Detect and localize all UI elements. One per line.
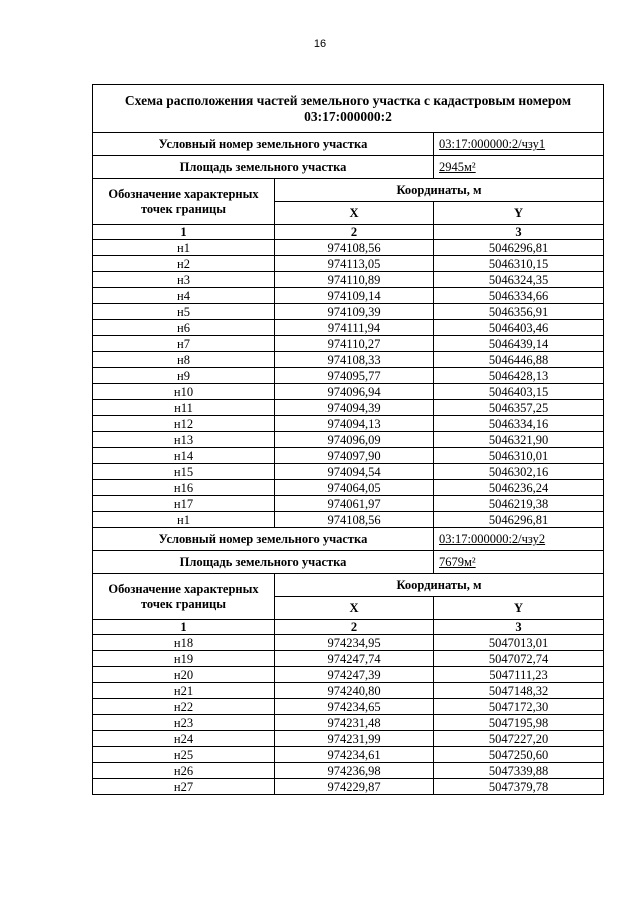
point-name-text: н15 <box>173 464 194 479</box>
point-name-text: н20 <box>173 667 194 682</box>
point-x <box>275 368 434 384</box>
point-y-text: 5046219,38 <box>488 496 549 511</box>
point-name-text: н24 <box>173 731 194 746</box>
point-y <box>434 272 604 288</box>
coordinates-header-text: Координаты, м <box>396 183 482 197</box>
point-x <box>275 635 434 651</box>
point-name <box>93 683 275 699</box>
point-y-text: 5047195,98 <box>488 715 549 730</box>
point-name <box>93 384 275 400</box>
point-name <box>93 304 275 320</box>
parcel-area-value-text: 7679м² <box>439 555 476 569</box>
coordinates-table <box>92 84 604 795</box>
point-name <box>93 432 275 448</box>
table-row <box>93 667 604 683</box>
point-y <box>434 336 604 352</box>
point-name-text: н2 <box>177 256 190 271</box>
point-x-text: 974108,56 <box>327 240 381 255</box>
point-name <box>93 336 275 352</box>
point-y <box>434 304 604 320</box>
point-name <box>93 288 275 304</box>
point-y-text: 5046357,25 <box>488 400 549 415</box>
point-x <box>275 448 434 464</box>
table-row <box>93 747 604 763</box>
parcel-number-row <box>93 133 604 156</box>
point-y <box>434 256 604 272</box>
point-name-text: н11 <box>174 400 193 415</box>
point-name-text: н17 <box>173 496 194 511</box>
points-header <box>93 179 275 225</box>
point-x-text: 974109,39 <box>327 304 381 319</box>
point-x-text: 974236,98 <box>327 763 381 778</box>
point-y <box>434 288 604 304</box>
table-row <box>93 715 604 731</box>
point-x-text: 974234,95 <box>327 635 381 650</box>
point-y <box>434 635 604 651</box>
parcel-number-label <box>93 528 434 551</box>
point-y <box>434 352 604 368</box>
point-y <box>434 667 604 683</box>
point-y <box>434 416 604 432</box>
point-name-text: н19 <box>173 651 194 666</box>
point-y <box>434 480 604 496</box>
coordinates-table-body <box>93 85 604 795</box>
point-y-text: 5046236,24 <box>488 480 549 495</box>
point-y-text: 5046321,90 <box>488 432 549 447</box>
point-name-text: н26 <box>173 763 194 778</box>
point-name-text: н3 <box>177 272 190 287</box>
point-name-text: н14 <box>173 448 194 463</box>
point-name <box>93 512 275 528</box>
point-y <box>434 779 604 795</box>
table-row <box>93 432 604 448</box>
point-name <box>93 715 275 731</box>
point-y <box>434 400 604 416</box>
point-x-text: 974108,56 <box>327 512 381 527</box>
point-name <box>93 464 275 480</box>
table-row <box>93 336 604 352</box>
point-x <box>275 464 434 480</box>
point-name-text: н1 <box>177 240 190 255</box>
point-x <box>275 352 434 368</box>
x-header-text: X <box>349 601 359 615</box>
point-name-text: н6 <box>177 320 190 335</box>
table-row <box>93 635 604 651</box>
point-y-text: 5047339,88 <box>488 763 549 778</box>
column-number-2 <box>275 225 434 240</box>
point-y <box>434 747 604 763</box>
point-x <box>275 288 434 304</box>
point-y-text: 5047250,60 <box>488 747 549 762</box>
parcel-number-value-text: 03:17:000000:2/чзу1 <box>439 137 546 151</box>
table-row <box>93 352 604 368</box>
point-y <box>434 683 604 699</box>
point-x <box>275 763 434 779</box>
point-name-text: н25 <box>173 747 194 762</box>
parcel-area-row <box>93 156 604 179</box>
table-row <box>93 368 604 384</box>
point-y-text: 5046356,91 <box>488 304 549 319</box>
point-name <box>93 256 275 272</box>
point-name-text: н8 <box>177 352 190 367</box>
column-number-3-text: 3 <box>515 620 522 634</box>
point-x <box>275 320 434 336</box>
point-x-text: 974097,90 <box>327 448 381 463</box>
point-x-text: 974231,99 <box>327 731 381 746</box>
point-x <box>275 240 434 256</box>
point-y-text: 5046334,16 <box>488 416 549 431</box>
point-y-text: 5046334,66 <box>488 288 549 303</box>
parcel-number-value <box>434 133 604 156</box>
point-y <box>434 699 604 715</box>
table-title-line1: Схема расположения частей земельного участка с кадастровым номером <box>124 92 572 108</box>
column-number-3 <box>434 225 604 240</box>
column-number-1 <box>93 620 275 635</box>
point-x <box>275 699 434 715</box>
point-y-text: 5047379,78 <box>488 779 549 794</box>
point-y <box>434 432 604 448</box>
point-x-text: 974240,80 <box>327 683 381 698</box>
point-x-text: 974110,27 <box>327 336 381 351</box>
point-y-text: 5047148,32 <box>488 683 549 698</box>
table-row <box>93 288 604 304</box>
point-y-text: 5047111,23 <box>489 667 548 682</box>
point-x-text: 974095,77 <box>327 368 381 383</box>
point-x <box>275 400 434 416</box>
x-header <box>275 597 434 620</box>
point-y <box>434 763 604 779</box>
point-name <box>93 496 275 512</box>
column-number-2-text: 2 <box>350 225 358 239</box>
table-row <box>93 384 604 400</box>
table-row <box>93 651 604 667</box>
x-header-text: X <box>349 206 359 220</box>
point-x <box>275 512 434 528</box>
column-number-row <box>93 225 604 240</box>
point-name <box>93 448 275 464</box>
point-x <box>275 667 434 683</box>
point-x-text: 974231,48 <box>327 715 381 730</box>
point-name-text: н12 <box>173 416 194 431</box>
parcel-area-value <box>434 551 604 574</box>
point-x-text: 974247,74 <box>327 651 381 666</box>
points-header-text: Обозначение характерных точек границы <box>108 186 259 216</box>
x-header <box>275 202 434 225</box>
point-x <box>275 779 434 795</box>
point-x-text: 974094,39 <box>327 400 381 415</box>
point-name <box>93 747 275 763</box>
column-number-2-text: 2 <box>350 620 358 634</box>
point-x-text: 974234,61 <box>327 747 381 762</box>
y-header <box>434 597 604 620</box>
point-y-text: 5046403,46 <box>488 320 549 335</box>
point-y-text: 5046310,01 <box>488 448 549 463</box>
point-y-text: 5047227,20 <box>488 731 549 746</box>
point-name-text: н13 <box>173 432 194 447</box>
point-name <box>93 699 275 715</box>
table-row <box>93 779 604 795</box>
point-name <box>93 368 275 384</box>
point-x-text: 974094,54 <box>327 464 381 479</box>
point-y-text: 5047172,30 <box>488 699 549 714</box>
table-row <box>93 683 604 699</box>
point-y-text: 5046446,88 <box>488 352 549 367</box>
point-x <box>275 731 434 747</box>
point-y <box>434 715 604 731</box>
page-number: 16 <box>313 38 327 50</box>
y-header <box>434 202 604 225</box>
point-x <box>275 384 434 400</box>
point-name-text: н9 <box>177 368 190 383</box>
point-x <box>275 336 434 352</box>
point-x-text: 974247,39 <box>327 667 381 682</box>
point-name <box>93 667 275 683</box>
y-header-text: Y <box>513 601 524 615</box>
table-row <box>93 731 604 747</box>
parcel-number-row <box>93 528 604 551</box>
point-y <box>434 448 604 464</box>
column-number-3-text: 3 <box>515 225 522 239</box>
point-x-text: 974108,33 <box>327 352 381 367</box>
point-y-text: 5046302,16 <box>488 464 549 479</box>
point-x <box>275 432 434 448</box>
header-row <box>93 179 604 202</box>
column-number-2 <box>275 620 434 635</box>
table-row <box>93 272 604 288</box>
point-y <box>434 320 604 336</box>
point-x-text: 974113,05 <box>327 256 381 271</box>
table-row <box>93 699 604 715</box>
point-y-text: 5046296,81 <box>488 240 549 255</box>
point-name <box>93 480 275 496</box>
parcel-area-row <box>93 551 604 574</box>
point-y-text: 5046403,15 <box>488 384 549 399</box>
column-number-1-text: 1 <box>180 225 187 239</box>
point-y-text: 5046324,35 <box>488 272 549 287</box>
point-name <box>93 240 275 256</box>
point-name-text: н21 <box>173 683 194 698</box>
table-row <box>93 240 604 256</box>
point-y <box>434 651 604 667</box>
table-title <box>93 85 604 133</box>
parcel-number-value-text: 03:17:000000:2/чзу2 <box>439 532 546 546</box>
column-number-3 <box>434 620 604 635</box>
point-name <box>93 651 275 667</box>
table-title-line2: 03:17:000000:2 <box>304 108 392 124</box>
point-x-text: 974111,94 <box>327 320 381 335</box>
table-row <box>93 304 604 320</box>
table-row <box>93 763 604 779</box>
point-x-text: 974064,05 <box>327 480 381 495</box>
point-y <box>434 384 604 400</box>
table-row <box>93 480 604 496</box>
column-number-row <box>93 620 604 635</box>
point-y <box>434 368 604 384</box>
parcel-area-label-text: Площадь земельного участка <box>179 160 347 174</box>
point-name <box>93 352 275 368</box>
parcel-number-label <box>93 133 434 156</box>
point-x-text: 974234,65 <box>327 699 381 714</box>
point-y-text: 5046428,13 <box>488 368 549 383</box>
point-x <box>275 304 434 320</box>
point-x-text: 974061,97 <box>327 496 381 511</box>
column-number-1-text: 1 <box>180 620 187 634</box>
point-name <box>93 763 275 779</box>
parcel-number-label-text: Условный номер земельного участка <box>158 532 368 546</box>
point-name-text: н27 <box>173 779 194 794</box>
point-x <box>275 651 434 667</box>
point-name-text: н5 <box>177 304 190 319</box>
point-name <box>93 320 275 336</box>
table-row <box>93 400 604 416</box>
point-x-text: 974229,87 <box>327 779 381 794</box>
point-y-text: 5046439,14 <box>488 336 549 351</box>
table-row <box>93 464 604 480</box>
header-row <box>93 574 604 597</box>
point-name <box>93 731 275 747</box>
point-x <box>275 747 434 763</box>
point-x <box>275 715 434 731</box>
point-y <box>434 464 604 480</box>
point-x <box>275 683 434 699</box>
point-x-text: 974110,89 <box>327 272 381 287</box>
parcel-area-label <box>93 551 434 574</box>
parcel-number-value <box>434 528 604 551</box>
coordinates-header <box>275 574 604 597</box>
parcel-area-value <box>434 156 604 179</box>
point-y <box>434 496 604 512</box>
point-x <box>275 256 434 272</box>
point-y-text: 5046296,81 <box>488 512 549 527</box>
points-header-text: Обозначение характерных точек границы <box>108 581 259 611</box>
point-y <box>434 240 604 256</box>
point-name <box>93 400 275 416</box>
y-header-text: Y <box>513 206 524 220</box>
point-x <box>275 416 434 432</box>
point-name-text: н22 <box>173 699 194 714</box>
point-name-text: н1 <box>177 512 190 527</box>
point-name <box>93 779 275 795</box>
table-row <box>93 256 604 272</box>
point-name-text: н10 <box>173 384 194 399</box>
coordinates-header <box>275 179 604 202</box>
point-x <box>275 272 434 288</box>
table-row <box>93 496 604 512</box>
point-x-text: 974094,13 <box>327 416 381 431</box>
parcel-area-value-text: 2945м² <box>439 160 476 174</box>
point-name <box>93 416 275 432</box>
point-y-text: 5047013,01 <box>488 635 549 650</box>
coordinates-header-text: Координаты, м <box>396 578 482 592</box>
point-name-text: н23 <box>173 715 194 730</box>
point-x-text: 974096,09 <box>327 432 381 447</box>
point-y-text: 5046310,15 <box>488 256 549 271</box>
point-name-text: н7 <box>177 336 190 351</box>
point-name-text: н4 <box>177 288 190 303</box>
table-row <box>93 512 604 528</box>
table-row <box>93 320 604 336</box>
parcel-number-label-text: Условный номер земельного участка <box>158 137 368 151</box>
point-x <box>275 480 434 496</box>
points-header <box>93 574 275 620</box>
point-y <box>434 512 604 528</box>
point-x-text: 974096,94 <box>327 384 381 399</box>
parcel-area-label <box>93 156 434 179</box>
point-x-text: 974109,14 <box>327 288 381 303</box>
point-x <box>275 496 434 512</box>
point-name-text: н18 <box>173 635 194 650</box>
table-row <box>93 448 604 464</box>
point-y <box>434 731 604 747</box>
point-name <box>93 272 275 288</box>
column-number-1 <box>93 225 275 240</box>
point-name-text: н16 <box>173 480 194 495</box>
point-name <box>93 635 275 651</box>
table-row <box>93 416 604 432</box>
parcel-area-label-text: Площадь земельного участка <box>179 555 347 569</box>
point-y-text: 5047072,74 <box>488 651 549 666</box>
